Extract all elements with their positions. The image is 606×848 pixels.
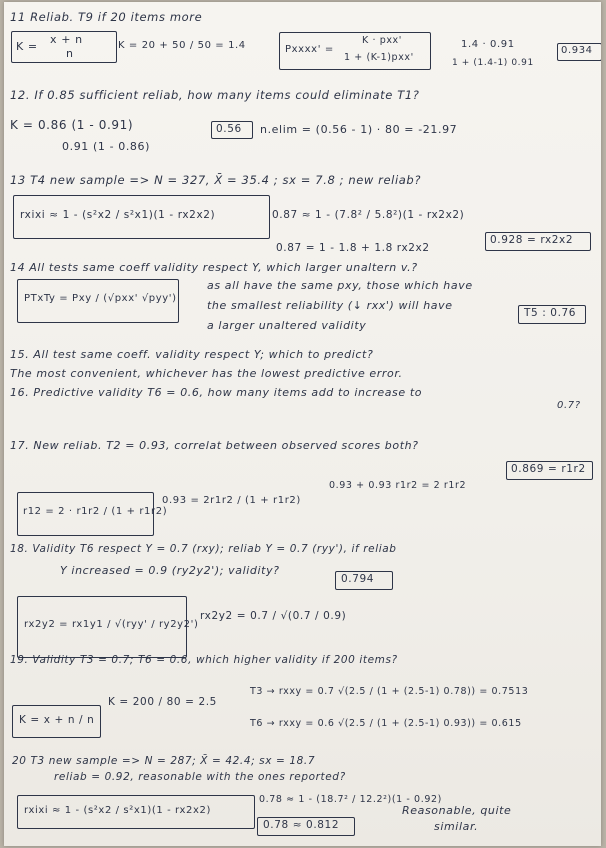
q11-pxx-label: Pxxxx' = (285, 44, 334, 55)
q11-k-label: K = (16, 40, 38, 53)
q16-line1: 16. Predictive validity T6 = 0.6, how many items add to increase to (10, 386, 423, 399)
q14-line1: as all have the same pxy, those which have (207, 279, 473, 292)
q13-heading: 13 T4 new sample => N = 327, X̄ = 35.4 ; sx = 7.8 ; new reliab? (10, 173, 422, 187)
q19-t6: T6 → rxxy = 0.6 √(2.5 / (1 + (2.5-1) 0.93)) = 0.615 (250, 718, 522, 729)
q12-calc-num: K = 0.86 (1 - 0.91) (10, 118, 134, 132)
q14-heading: 14 All tests same coeff validity respect Y, which larger unaltern v.? (10, 261, 418, 274)
q11-k-num: x + n (50, 33, 83, 46)
q19-heading: 19. Validity T3 = 0.7; T6 = 0.6, which higher validity if 200 items? (10, 654, 398, 666)
q17-heading: 17. New reliab. T2 = 0.93, correlat between observed scores both? (10, 439, 419, 452)
q11-heading: 11 Reliab. T9 if 20 items more (10, 10, 203, 24)
q17-box-formula: r12 = 2 · r1r2 / (1 + r1r2) (23, 506, 168, 517)
q12-k-value: 0.56 (216, 123, 242, 135)
q20-conclusion2: similar. (434, 820, 479, 833)
q13-step1: 0.87 ≈ 1 - (7.8² / 5.8²)(1 - rx2x2) (272, 209, 465, 221)
q19-calc-k: K = 200 / 80 = 2.5 (108, 696, 217, 708)
q18-heading2: Y increased = 0.9 (ry2y2'); validity? (60, 564, 280, 577)
q16-line2: 0.7? (557, 400, 581, 411)
q18-box-formula: rx2y2 = rx1y1 / √(ryy' / ry2y2') (24, 619, 199, 630)
q13-formula-box (13, 195, 270, 239)
q14-line2: the smallest reliability (↓ rxx') will have (207, 299, 453, 312)
q17-step2: 0.93 + 0.93 r1r2 = 2 r1r2 (329, 480, 467, 491)
q18-heading: 18. Validity T6 respect Y = 0.7 (rxy); reliab Y = 0.7 (ryy'), if reliab (10, 543, 397, 555)
q14-box-formula: PTxTy = Pxy / (√pxx' √pyy') (24, 293, 177, 304)
q11-pxx-formula-box (279, 32, 431, 70)
q18-step1: rx2y2 = 0.7 / √(0.7 / 0.9) (200, 610, 347, 622)
q18-formula-box (17, 596, 199, 658)
q11-k-formula-box (11, 31, 117, 63)
q20-step1: 0.78 ≈ 1 - (18.7² / 12.2²)(1 - 0.92) (259, 794, 442, 805)
q14-line3: a larger unaltered validity (207, 319, 367, 332)
q14-result-box (518, 305, 586, 324)
q20-heading: 20 T3 new sample => N = 287; X̄ = 42.4; sx = 18.7 (12, 755, 316, 767)
q17-result: 0.869 = r1r2 (511, 463, 586, 475)
q13-step2: 0.87 = 1 - 1.8 + 1.8 rx2x2 (276, 242, 430, 254)
q13-result: 0.928 = rx2x2 (490, 234, 574, 246)
q13-result-box (485, 232, 591, 251)
q20-box-formula: rxixi ≈ 1 - (s²x2 / s²x1)(1 - rx2x2) (24, 805, 211, 816)
q17-formula-box (17, 492, 168, 536)
q20-conclusion1: Reasonable, quite (402, 804, 512, 817)
q12-elim: n.elim = (0.56 - 1) · 80 = -21.97 (260, 123, 458, 136)
q17-step1: 0.93 = 2r1r2 / (1 + r1r2) (162, 495, 301, 506)
q20-heading2: reliab = 0.92, reasonable with the ones reported? (54, 771, 346, 783)
q20-result: 0.78 ≈ 0.812 (263, 819, 340, 831)
q20-formula-box (17, 795, 255, 829)
q11-k-den: n (66, 47, 74, 60)
q19-t3: T3 → rxxy = 0.7 √(2.5 / (1 + (2.5-1) 0.78)) = 0.7513 (250, 686, 529, 697)
q11-result-den: 1 + (1.4-1) 0.91 (452, 58, 534, 68)
q11-result-box (557, 43, 601, 61)
q11-pxx-num: K · pxx' (362, 35, 402, 46)
q19-formula-box (12, 705, 101, 738)
q17-result-box (506, 461, 593, 480)
q20-result-box (257, 817, 355, 836)
q18-result: 0.794 (341, 573, 375, 585)
notebook-page (4, 2, 601, 846)
q14-formula-box (17, 279, 179, 323)
q12-k-box (211, 121, 253, 139)
q12-heading: 12. If 0.85 sufficient reliab, how many items could eliminate T1? (10, 88, 420, 102)
q11-result-num: 1.4 · 0.91 (461, 39, 515, 50)
q15-line2: The most convenient, whichever has the lowest predictive error. (10, 367, 403, 380)
q15-line1: 15. All test same coeff. validity respect Y; which to predict? (10, 348, 374, 361)
q13-box-formula: rxixi ≈ 1 - (s²x2 / s²x1)(1 - rx2x2) (20, 209, 216, 221)
q11-pxx-den: 1 + (K-1)pxx' (344, 52, 414, 63)
q18-result-box (335, 571, 393, 590)
q12-calc-den: 0.91 (1 - 0.86) (62, 140, 151, 153)
q11-k-calc: K = 20 + 50 / 50 = 1.4 (118, 40, 246, 51)
q19-box-formula: K = x + n / n (19, 714, 95, 726)
q14-result: T5 : 0.76 (524, 307, 577, 319)
q11-result: 0.934 (561, 45, 593, 56)
